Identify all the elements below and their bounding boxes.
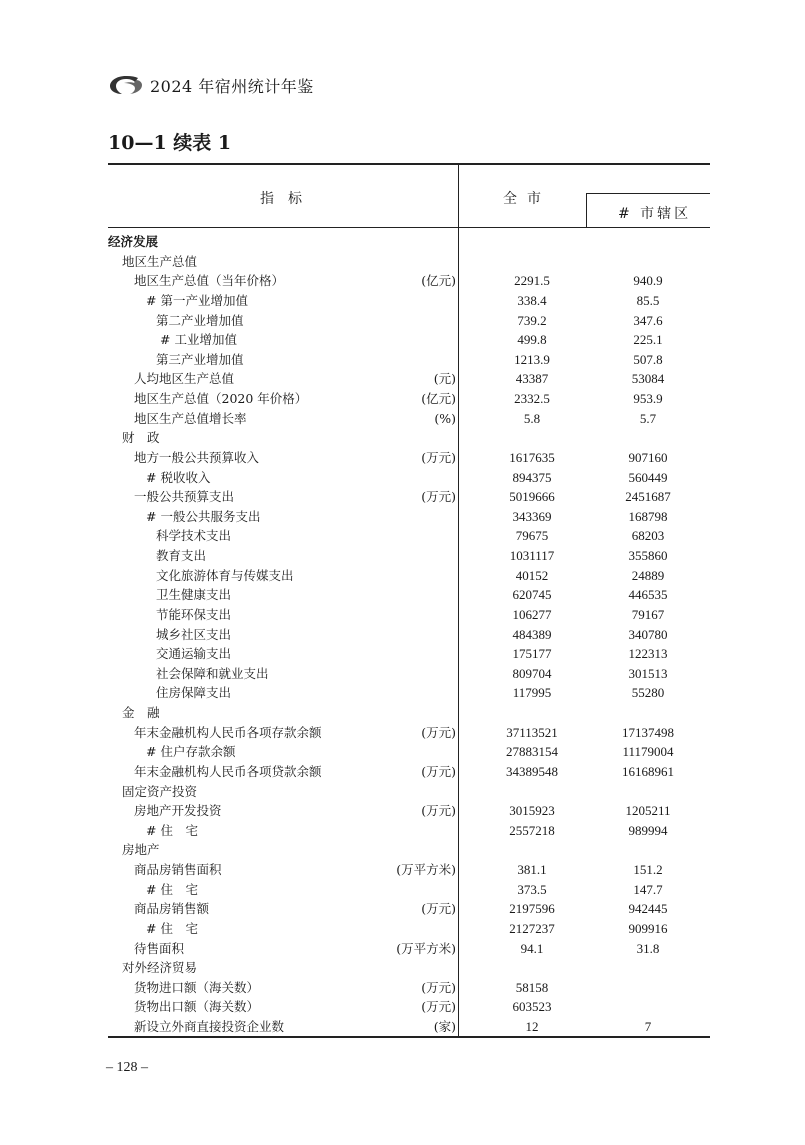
cell-city-value: 620745: [512, 587, 552, 603]
row-unit: (万元): [421, 449, 456, 465]
cell-district-value: 907160: [628, 449, 668, 465]
table-row: [108, 428, 710, 448]
table-row: [108, 271, 710, 291]
table-row: [108, 468, 710, 488]
table-row: [108, 585, 710, 605]
row-label: # 工业增加值: [160, 332, 237, 348]
cell-district-value: 989994: [628, 822, 668, 838]
table-row: [108, 644, 710, 664]
row-label: 货物出口额（海关数）: [134, 999, 260, 1015]
table-row: [108, 291, 710, 311]
cell-city-value: 603523: [512, 999, 552, 1015]
row-label: 社会保障和就业支出: [156, 665, 269, 681]
table-row: [108, 369, 710, 389]
table-row: [108, 801, 710, 821]
row-unit: (万元): [421, 999, 456, 1015]
row-label: 货物进口额（海关数）: [134, 979, 260, 995]
table-row: [108, 919, 710, 939]
row-label: # 住 宅: [146, 881, 198, 897]
cell-city-value: 106277: [512, 606, 552, 622]
cell-district-value: 11179004: [622, 744, 674, 760]
table-row: [108, 350, 710, 370]
row-unit: (万元): [421, 901, 456, 917]
cell-city-value: 43387: [515, 371, 549, 387]
row-label: 商品房销售额: [134, 901, 210, 917]
table-title: 10—1 续表 1: [108, 132, 232, 154]
row-label: 人均地区生产总值: [134, 371, 235, 387]
table-top-rule: [108, 163, 710, 165]
row-unit: (万元): [421, 803, 456, 819]
row-unit: (万平方米): [396, 862, 456, 877]
row-unit: (%): [434, 410, 456, 426]
row-label: 房地产: [122, 842, 160, 858]
row-label: 科学技术支出: [156, 528, 232, 544]
table-row: [108, 782, 710, 802]
cell-city-value: 117995: [512, 685, 552, 701]
cell-city-value: 94.1: [520, 940, 544, 956]
column-header-city: 全市: [503, 191, 551, 207]
table-row: [108, 311, 710, 331]
cell-district-value: 17137498: [622, 724, 674, 740]
cell-city-value: 12: [525, 1019, 539, 1034]
page-header: [108, 68, 314, 102]
row-label: 固定资产投资: [122, 783, 198, 799]
cell-city-value: 27883154: [506, 744, 558, 760]
row-label: 待售面积: [134, 940, 185, 956]
cell-district-value: 68203: [631, 528, 665, 544]
cell-district-value: 79167: [631, 606, 665, 622]
cell-district-value: 2451687: [625, 489, 671, 505]
row-unit: (万平方米): [396, 940, 456, 956]
cell-district-value: 507.8: [633, 351, 663, 367]
cell-city-value: 3015923: [509, 803, 555, 819]
row-label: 年末金融机构人民币各项存款余额: [134, 724, 322, 740]
table-row: [108, 840, 710, 860]
table-row: [108, 703, 710, 723]
table-row: [108, 821, 710, 841]
cell-city-value: 381.1: [517, 862, 547, 877]
table-row: [108, 487, 710, 507]
row-label: # 住 宅: [146, 822, 198, 838]
cell-city-value: 373.5: [517, 881, 547, 897]
row-label: 地区生产总值: [122, 253, 198, 269]
cell-district-value: 1205211: [625, 803, 671, 819]
table-row: [108, 566, 710, 586]
table-row: [108, 939, 710, 959]
cell-city-value: 894375: [512, 469, 552, 485]
cell-city-value: 175177: [512, 646, 552, 662]
cell-city-value: 5.8: [523, 410, 541, 426]
table-row: [108, 899, 710, 919]
table-row: [108, 526, 710, 546]
cell-city-value: 1213.9: [514, 351, 550, 367]
table-row: [108, 978, 710, 998]
cell-district-value: 151.2: [633, 862, 663, 877]
row-label: 年末金融机构人民币各项贷款余额: [134, 763, 322, 779]
cell-district-value: 7: [644, 1019, 652, 1034]
row-label: 卫生健康支出: [156, 587, 232, 603]
row-label: 第二产业增加值: [156, 312, 244, 328]
row-label: 节能环保支出: [156, 606, 232, 622]
cell-district-value: 16168961: [622, 763, 674, 779]
table-row: [108, 605, 710, 625]
row-label: 商品房销售面积: [134, 862, 222, 877]
row-label: # 住户存款余额: [146, 744, 236, 760]
cell-city-value: 2332.5: [514, 391, 550, 406]
cell-district-value: 940.9: [633, 273, 663, 289]
table-body: [108, 232, 710, 1037]
row-label: 地方一般公共预算收入: [134, 449, 260, 465]
cell-city-value: 2127237: [509, 920, 555, 936]
row-label: 一般公共预算支出: [134, 489, 235, 505]
cell-city-value: 338.4: [517, 292, 547, 308]
row-label: 教育支出: [156, 548, 207, 563]
table-row: [108, 546, 710, 566]
cell-district-value: 942445: [628, 901, 668, 917]
cell-district-value: 53084: [631, 371, 665, 387]
row-label: 金 融: [122, 705, 160, 720]
book-title: 2024 年宿州统计年鉴: [150, 76, 314, 96]
row-label: # 一般公共服务支出: [146, 508, 261, 524]
subheader-rule: [586, 193, 710, 194]
yearbook-logo-icon: [108, 73, 144, 97]
row-label: 对外经济贸易: [122, 960, 198, 976]
table-row: [108, 409, 710, 429]
cell-district-value: 340780: [628, 626, 668, 642]
row-label: 第三产业增加值: [156, 351, 244, 367]
row-unit: (万元): [421, 979, 456, 995]
cell-district-value: 909916: [628, 920, 668, 936]
cell-city-value: 1617635: [509, 449, 555, 465]
cell-district-value: 31.8: [636, 940, 660, 956]
table-row: [108, 664, 710, 684]
cell-district-value: 347.6: [633, 312, 663, 328]
cell-city-value: 37113521: [506, 724, 558, 740]
row-label: 地区生产总值（2020 年价格）: [134, 391, 308, 406]
row-unit: (家): [433, 1019, 456, 1034]
table-row: [108, 232, 710, 252]
row-label: 房地产开发投资: [134, 803, 222, 819]
table-row: [108, 860, 710, 880]
cell-city-value: 58158: [515, 979, 549, 995]
cell-city-value: 739.2: [517, 312, 547, 328]
table-row: [108, 252, 710, 272]
cell-district-value: 24889: [631, 567, 665, 583]
cell-city-value: 2197596: [509, 901, 555, 917]
cell-district-value: 560449: [628, 469, 668, 485]
cell-district-value: 301513: [628, 665, 668, 681]
cell-city-value: 40152: [515, 567, 549, 583]
cell-district-value: 85.5: [636, 292, 660, 308]
cell-city-value: 499.8: [517, 332, 547, 348]
table-row: [108, 507, 710, 527]
table-row: [108, 1017, 710, 1037]
table-row: [108, 880, 710, 900]
cell-district-value: 5.7: [639, 410, 657, 426]
row-label: 经济发展: [108, 234, 159, 249]
cell-city-value: 343369: [512, 508, 552, 524]
row-label: 新设立外商直接投资企业数: [134, 1019, 285, 1034]
row-unit: (万元): [421, 724, 456, 740]
table-row: [108, 448, 710, 468]
cell-district-value: 55280: [631, 685, 665, 701]
table-row: [108, 723, 710, 743]
subheader-divider: [586, 193, 587, 227]
row-label: # 税收收入: [146, 469, 211, 485]
cell-district-value: 355860: [628, 548, 668, 563]
cell-city-value: 484389: [512, 626, 552, 642]
cell-district-value: 168798: [628, 508, 668, 524]
row-label: 城乡社区支出: [156, 626, 232, 642]
cell-city-value: 2291.5: [514, 273, 550, 289]
cell-district-value: 122313: [628, 646, 668, 662]
table-row: [108, 762, 710, 782]
row-unit: (亿元): [421, 391, 456, 406]
row-unit: (亿元): [421, 273, 456, 289]
column-header-district: # 市辖区: [618, 206, 692, 222]
row-label: 地区生产总值增长率: [134, 410, 247, 426]
cell-district-value: 225.1: [633, 332, 663, 348]
cell-city-value: 5019666: [509, 489, 555, 505]
table-row: [108, 389, 710, 409]
cell-city-value: 2557218: [509, 822, 555, 838]
table-row: [108, 997, 710, 1017]
table-row: [108, 958, 710, 978]
page-number: – 128 –: [106, 1060, 148, 1075]
cell-city-value: 34389548: [506, 763, 558, 779]
row-label: 交通运输支出: [156, 646, 232, 662]
row-unit: (元): [433, 371, 456, 387]
row-label: 地区生产总值（当年价格）: [134, 273, 285, 289]
row-label: # 住 宅: [146, 920, 198, 936]
cell-district-value: 953.9: [633, 391, 663, 406]
cell-district-value: 147.7: [633, 881, 663, 897]
table-row: [108, 742, 710, 762]
column-header-indicator: 指标: [260, 191, 316, 207]
table-row: [108, 683, 710, 703]
row-unit: (万元): [421, 489, 456, 505]
table-row: [108, 625, 710, 645]
row-unit: (万元): [421, 763, 456, 779]
row-label: 住房保障支出: [156, 685, 232, 701]
table-row: [108, 330, 710, 350]
cell-city-value: 809704: [512, 665, 552, 681]
cell-city-value: 79675: [515, 528, 549, 544]
cell-district-value: 446535: [628, 587, 668, 603]
row-label: 文化旅游体育与传媒支出: [156, 567, 294, 583]
cell-city-value: 1031117: [509, 548, 555, 563]
row-label: # 第一产业增加值: [146, 292, 248, 308]
row-label: 财 政: [122, 430, 160, 446]
header-bottom-rule: [108, 227, 710, 228]
